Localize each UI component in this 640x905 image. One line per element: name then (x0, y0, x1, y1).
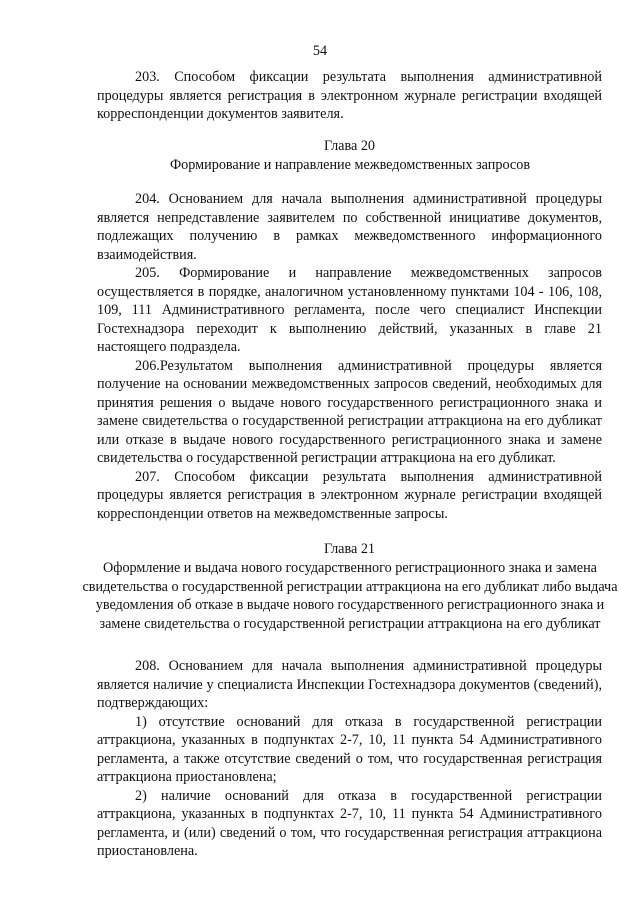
paragraph-206: 206.Результатом выполнения административной процедуры является получение на основании межведомственных запросов сведений, необходимых для принятия решения о выдаче нового государственного регистрационного знака и замене свидетельства о государственной регистрации аттракциона на его дубликат или отказе в выдаче нового государственного регистрационного знака и замене свидетельства о государственной регистрации аттракциона на его дубликат. (97, 357, 602, 466)
paragraph-203 (97, 68, 602, 124)
paragraph-204: 204. Основанием для начала выполнения административной процедуры является непредставление заявителем по собственной инициативе документов, подлежащих получению в рамках межведомственного информационного взаимодействия. (97, 191, 602, 263)
paragraph-203-text: 203. Способом фиксации результата выполнения административной процедуры является регистрация в электронном журнале регистрации входящей корреспонденции документов заявителя. (97, 69, 602, 122)
chapter-20-heading: Формирование и направление межведомственных запросов (169, 157, 531, 173)
paragraph-208-block (97, 657, 602, 861)
chapter-21-title: Глава 21 (323, 541, 376, 557)
paragraph-208-item-2: 2) наличие оснований для отказа в государственной регистрации аттракциона, указанных в подпунктах 2-7, 10, 11 пункта 54 Административного регламента, и (или) сведений о том, что государственная регистрация аттракциона приостановлена. (97, 787, 602, 859)
chapter-20-title: Глава 20 (323, 138, 376, 154)
paragraphs-204-207 (97, 190, 602, 523)
paragraph-208-item-1: 1) отсутствие оснований для отказа в государственной регистрации аттракциона, указанных в подпунктах 2-7, 10, 11 пункта 54 Административного регламента, а также отсутствие сведений о том, что государственная регистрация аттракциона приостановлена; (97, 713, 602, 785)
paragraph-208: 208. Основанием для начала выполнения административной процедуры является наличие у специалиста Инспекции Гостехнадзора документов (сведений), подтверждающих: (97, 658, 602, 711)
paragraph-207: 207. Способом фиксации результата выполнения административной процедуры является регистрация в электронном журнале регистрации входящей корреспонденции ответов на межведомственные запросы. (97, 468, 602, 522)
page-number: 54 (312, 43, 328, 59)
paragraph-205: 205. Формирование и направление межведомственных запросов осуществляется в порядке, аналогичном установленному пунктами 104 - 106, 108, 109, 111 Административного регламента, после чего специалист Инспекции Гостехнадзора переходит к выполнению действий, указанных в главе 21 настоящего подраздела. (97, 265, 602, 355)
chapter-21-heading: Оформление и выдача нового государственного регистрационного знака и замена свидетельства о государственной регистрации аттракциона на его дубликат либо выдача уведомления об отказе в выдаче нового государственного регистрационного знака и замене свидетельства о государственной регистрации аттракциона на его дубликат (82, 560, 618, 632)
